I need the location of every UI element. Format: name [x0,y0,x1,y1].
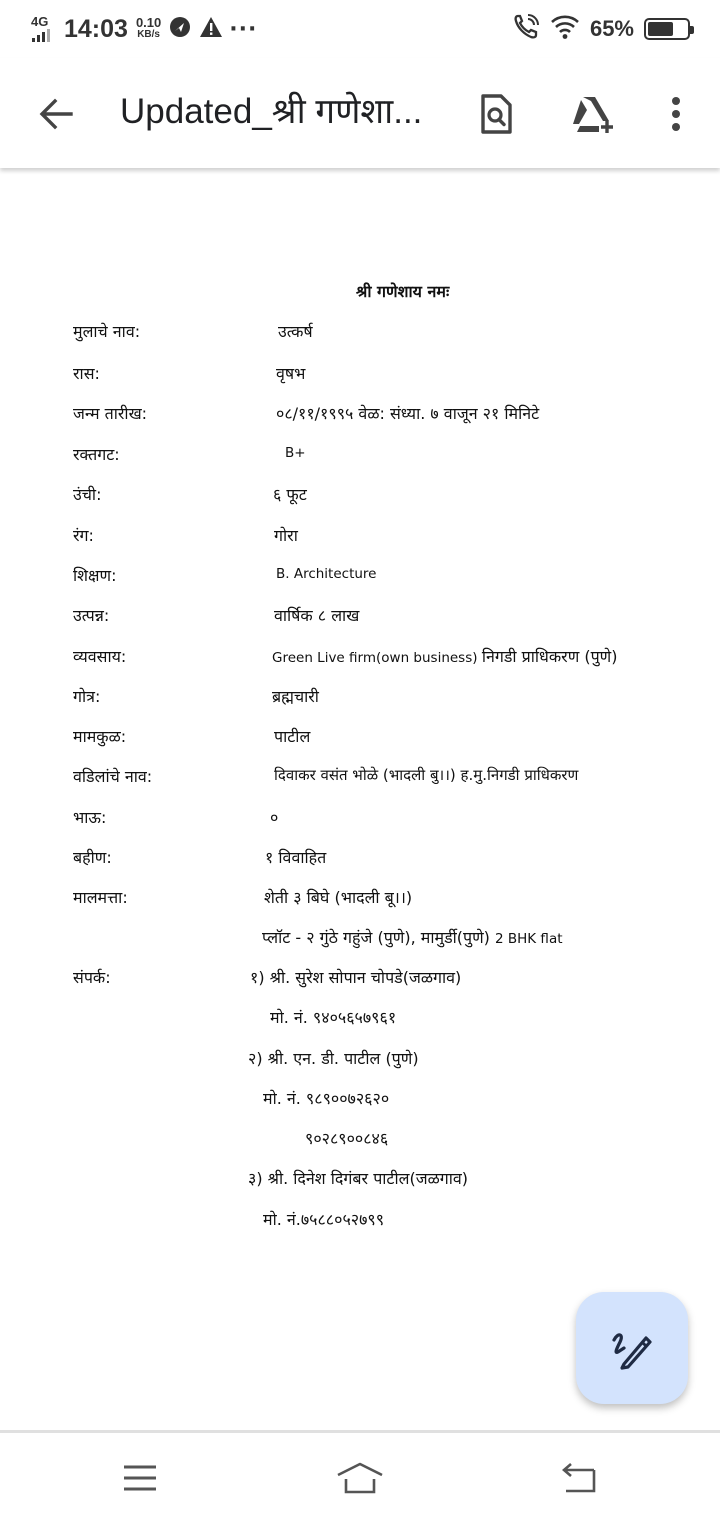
field-label: भाऊ: [73,808,107,827]
field-value-english: 2 BHK flat [495,931,563,947]
field-row-gotra [0,685,720,715]
network-speed: 0.10 KB/s [135,15,162,40]
add-to-drive-icon [569,94,615,134]
field-value: ६ फूट [273,485,307,504]
field-value: दिवाकर वसंत भोळे (भादली बु।।) ह.मु.निगडी प्राधिकरण [274,766,579,784]
status-time: 14:03 [64,14,128,43]
field-value: उत्कर्ष [278,322,313,341]
contact-row [0,1047,720,1077]
field-row-rashi [0,362,720,392]
edit-icon [610,1326,654,1370]
field-label: संपर्क: [73,968,111,987]
contact-row [0,1006,720,1036]
field-row-blood-group [0,443,720,473]
field-row-occupation [0,645,720,675]
wifi-icon [550,14,580,44]
field-label: गोत्र: [73,687,101,706]
battery-icon [644,18,690,40]
field-label: मामकुळ: [73,727,127,746]
field-row-property-line-2 [0,926,720,956]
field-label: शिक्षण: [73,566,117,585]
field-label: बहीण: [73,848,112,867]
field-value: १ विवाहित [265,848,327,867]
back-button[interactable] [28,86,84,142]
field-label: रास: [73,364,100,383]
contact-line: २) श्री. एन. डी. पाटील (पुणे) [248,1049,419,1068]
app-bar [0,58,720,168]
field-row-height [0,483,720,513]
contact-line: मो. नं. ९८९००७२६२० [263,1089,390,1108]
back-nav-button[interactable] [549,1453,609,1503]
field-value: ब्रह्मचारी [272,687,319,706]
more-notifications-icon: ··· [229,16,258,42]
field-label: वडिलांचे नाव: [73,767,153,786]
contact-line: ९०२८९००८४६ [305,1129,389,1148]
field-value: गोरा [274,526,298,545]
back-icon [560,1462,598,1494]
field-row-birth-date [0,402,720,432]
field-value [272,645,618,667]
field-row-mamkul [0,725,720,755]
wifi-calling-icon [512,13,540,45]
contact-row [0,1127,720,1157]
edit-fab-button[interactable] [576,1292,688,1404]
field-row-education [0,564,720,594]
contact-row [0,1087,720,1117]
battery-fill [648,22,673,36]
field-label: उत्पन्न: [73,606,110,625]
field-value: B+ [285,445,306,461]
find-in-document-button[interactable] [468,86,524,142]
contact-line: १) श्री. सुरेश सोपान चोपडे(जळगाव) [250,968,462,987]
network-type: 4G [31,14,49,29]
mobile-signal-icon [30,14,60,44]
arrow-back-icon [38,96,74,132]
field-value-marathi: प्लॉट - २ गुंठे गहुंजे (पुणे), मामुर्डी(पुणे) [262,928,495,947]
recent-apps-button[interactable] [110,1453,170,1503]
field-label: व्यवसाय: [73,647,127,666]
more-vert-icon [670,96,682,132]
field-value: शेती ३ बिघे (भादली बू।।) [264,888,413,907]
field-value: पाटील [274,727,311,746]
contact-line: मो. नं.७५८८०५२७९९ [263,1210,385,1229]
system-navigation-bar [0,1430,720,1520]
field-value [262,926,563,948]
field-label: मुलाचे नाव: [73,322,141,341]
home-icon [335,1461,385,1495]
status-bar [0,0,720,58]
field-value: वार्षिक ८ लाख [274,606,360,625]
field-row-brother [0,806,720,836]
contact-line: ३) श्री. दिनेश दिगंबर पाटील(जळगाव) [248,1169,469,1188]
contact-row [0,1167,720,1197]
battery-percent: 65% [589,16,634,41]
find-in-page-icon [479,94,513,134]
contact-line: मो. नं. ९४०५६५७९६१ [270,1008,397,1027]
warning-icon [199,16,223,42]
field-row-contact [0,966,720,996]
field-label: रंग: [73,526,94,545]
document-heading: श्री गणेशाय नमः [356,282,450,301]
field-value-marathi: निगडी प्राधिकरण (पुणे) [481,647,618,666]
field-row-father-name [0,765,720,795]
contact-row [0,1208,720,1238]
menu-icon [122,1464,158,1492]
document-title: Updated_श्री गणेशा... [120,92,423,131]
field-value: B. Architecture [276,566,377,582]
field-row-complexion [0,524,720,554]
field-value: ०८/११/१९९५ वेळ: संध्या. ७ वाजून २१ मिनिटे [276,404,540,423]
document-page[interactable] [0,168,720,1430]
field-label: जन्म तारीख: [73,404,148,423]
field-row-income [0,604,720,634]
add-to-drive-button[interactable] [564,86,620,142]
navigation-icon [169,16,191,42]
field-value: वृषभ [276,364,306,383]
field-row-name [0,320,720,350]
field-row-property [0,886,720,916]
field-label: उंची: [73,485,102,504]
home-button[interactable] [330,1453,390,1503]
field-value-english: Green Live firm(own business) [272,650,482,666]
field-label: रक्तगट: [73,445,120,464]
field-row-sister [0,846,720,876]
field-value: ० [270,808,279,827]
more-options-button[interactable] [652,86,700,142]
field-label: मालमत्ता: [73,888,128,907]
